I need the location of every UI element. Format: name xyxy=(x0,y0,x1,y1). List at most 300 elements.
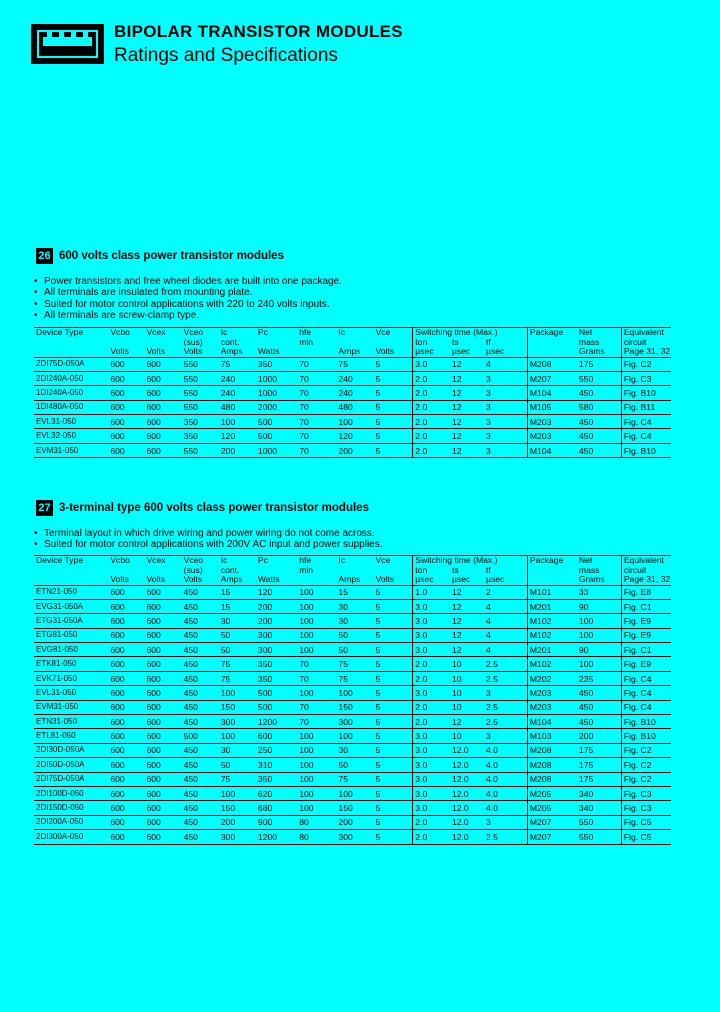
table-cell: 480 xyxy=(336,400,373,414)
table-cell: 50 xyxy=(219,628,256,642)
bullet-item: • All terminals are insulated from mounting plate. xyxy=(34,287,342,298)
column-header-line: Vceo xyxy=(183,327,204,337)
device-type-cell: 2DI240A-050 xyxy=(34,371,108,385)
table-cell: 600 xyxy=(144,700,181,714)
table-cell: 600 xyxy=(144,599,181,613)
table-cell: 5 xyxy=(374,371,413,385)
column-header-line: min xyxy=(299,336,314,347)
table-cell: 480 xyxy=(219,400,256,414)
table-cell: Fig. C3 xyxy=(621,786,671,800)
table-cell: 450 xyxy=(182,585,219,599)
column-header-line: Vcex xyxy=(146,555,166,565)
column-header-line: (sus) xyxy=(183,564,203,575)
column-header-line: Volts xyxy=(183,346,203,356)
table-cell: 340 xyxy=(577,786,621,800)
column-header-line: Pc xyxy=(257,555,268,565)
column-header-line: Page 31, 32 xyxy=(623,346,671,356)
column-header-line: Package xyxy=(529,327,564,337)
table-cell: Fig. C4 xyxy=(621,429,671,443)
column-header xyxy=(182,328,219,358)
table-cell: 500 xyxy=(182,729,219,743)
table-cell: 175 xyxy=(577,743,621,757)
table-cell: M207 xyxy=(527,830,577,844)
table-cell: 450 xyxy=(182,686,219,700)
table-cell: 450 xyxy=(182,772,219,786)
table-cell: 300 xyxy=(336,830,373,844)
table-cell: 550 xyxy=(182,371,219,385)
table-cell: 310 xyxy=(256,758,297,772)
table-cell: 3.0 xyxy=(413,643,450,657)
table-cell: 100 xyxy=(577,614,621,628)
table-cell: 90 xyxy=(577,643,621,657)
column-header xyxy=(621,556,671,586)
table-row xyxy=(34,743,671,757)
column-header-line: Vcbo xyxy=(110,555,130,565)
column-header-line xyxy=(530,566,577,576)
table-cell: Fig. C2 xyxy=(621,743,671,757)
table-cell: 450 xyxy=(182,743,219,757)
table-cell: 450 xyxy=(182,786,219,800)
table-cell: 100 xyxy=(297,801,336,815)
column-header-line: µsec xyxy=(486,346,505,356)
section-27-bullets xyxy=(34,528,383,551)
table-cell: 3.0 xyxy=(413,758,450,772)
column-header xyxy=(621,328,671,358)
table-cell: 450 xyxy=(182,758,219,772)
device-type-cell: 2DI100D-050 xyxy=(34,786,108,800)
table-cell: 4 xyxy=(484,599,527,613)
table-cell: Fig. E9 xyxy=(621,614,671,628)
table-cell: 5 xyxy=(374,700,413,714)
table-cell: Fig. C5 xyxy=(621,815,671,829)
table-cell: 450 xyxy=(182,715,219,729)
column-header-line: ton xyxy=(415,564,428,575)
bullet-item: • All terminals are screw-clamp type. xyxy=(34,310,342,321)
table-cell: 600 xyxy=(144,671,181,685)
table-cell: 3.0 xyxy=(413,786,450,800)
column-header-line: ts xyxy=(451,564,459,575)
table-cell: 600 xyxy=(144,729,181,743)
table-cell: 100 xyxy=(297,614,336,628)
table-cell: 1.0 xyxy=(413,585,450,599)
device-type-cell: EVM31-050 xyxy=(34,443,108,457)
table-cell: 2.0 xyxy=(413,415,450,429)
table-cell: 100 xyxy=(297,585,336,599)
table-cell: 600 xyxy=(108,643,144,657)
column-header-line: (sus) xyxy=(183,336,203,347)
table-cell: 200 xyxy=(219,815,256,829)
table-cell: 3.0 xyxy=(413,628,450,642)
table-cell: 600 xyxy=(108,614,144,628)
column-header-line: tf xyxy=(486,564,491,575)
device-type-cell: 1DI240A-050 xyxy=(34,386,108,400)
table-cell: 120 xyxy=(219,429,256,443)
table-cell: 600 xyxy=(108,743,144,757)
table-cell: Fig. E9 xyxy=(621,628,671,642)
table-cell: 300 xyxy=(219,830,256,844)
table-cell: 2.0 xyxy=(413,386,450,400)
table-cell: 5 xyxy=(374,715,413,729)
table-cell: 5 xyxy=(374,643,413,657)
table-cell: 1000 xyxy=(256,443,297,457)
table-cell: 5 xyxy=(374,815,413,829)
table-cell: M207 xyxy=(527,371,577,385)
table-cell: Fig. E9 xyxy=(621,657,671,671)
section-number-badge: 26 xyxy=(36,248,53,264)
table-row xyxy=(34,599,671,613)
table-cell: 12 xyxy=(450,614,484,628)
column-header xyxy=(219,556,256,586)
column-header-line xyxy=(36,566,108,576)
table-cell: 2.5 xyxy=(484,657,527,671)
column-header-line: Ic xyxy=(220,327,228,337)
table-cell: 175 xyxy=(577,772,621,786)
table-cell: 5 xyxy=(374,429,413,443)
table-cell: 350 xyxy=(256,671,297,685)
table-cell: 12.0 xyxy=(450,758,484,772)
column-header-line: Switching time (Max.) xyxy=(415,555,498,565)
column-header-line: µsec xyxy=(415,574,434,584)
column-header-line xyxy=(299,575,336,585)
column-header xyxy=(108,328,144,358)
table-cell: 5 xyxy=(374,443,413,457)
column-header-line: circuit xyxy=(623,564,647,575)
column-header xyxy=(34,328,108,358)
table-cell: 450 xyxy=(182,801,219,815)
table-row xyxy=(34,772,671,786)
table-cell: 5 xyxy=(374,599,413,613)
table-cell: 550 xyxy=(577,815,621,829)
table-cell: 600 xyxy=(144,786,181,800)
table-cell: 600 xyxy=(144,415,181,429)
table-cell: 450 xyxy=(182,643,219,657)
table-row xyxy=(34,686,671,700)
table-cell: 4.0 xyxy=(484,758,527,772)
column-header-line: Grams xyxy=(578,574,605,584)
table-row xyxy=(34,443,671,457)
table-cell: 4.0 xyxy=(484,801,527,815)
table-cell: 600 xyxy=(144,686,181,700)
table-cell: M104 xyxy=(527,715,577,729)
table-cell: 600 xyxy=(108,400,144,414)
table-cell: 100 xyxy=(336,415,373,429)
table-cell: 80 xyxy=(297,830,336,844)
table-cell: M201 xyxy=(527,599,577,613)
table-cell: 200 xyxy=(219,443,256,457)
device-type-cell: 2DI75D-050A xyxy=(34,357,108,371)
table-cell: 200 xyxy=(256,614,297,628)
table-cell: 4.0 xyxy=(484,743,527,757)
column-header xyxy=(144,556,181,586)
table-cell: 15 xyxy=(219,599,256,613)
table-cell: 500 xyxy=(256,700,297,714)
table-cell: 3 xyxy=(484,400,527,414)
table-cell: 600 xyxy=(108,830,144,844)
table-cell: 500 xyxy=(256,415,297,429)
table-cell: 600 xyxy=(144,429,181,443)
table-cell: 2.0 xyxy=(413,700,450,714)
table-row xyxy=(34,700,671,714)
table-cell: 120 xyxy=(256,585,297,599)
column-header-line: Net xyxy=(578,555,593,565)
table-cell: 4 xyxy=(484,614,527,628)
table-cell: 350 xyxy=(182,415,219,429)
column-header-line: Vcbo xyxy=(110,327,130,337)
column-header-line: ton xyxy=(415,336,428,347)
table-cell: 5 xyxy=(374,415,413,429)
table-cell: Fig. C1 xyxy=(621,599,671,613)
table-cell: 5 xyxy=(374,671,413,685)
column-header-line: cont. xyxy=(220,564,240,575)
table-cell: Fig. C4 xyxy=(621,686,671,700)
table-cell: 450 xyxy=(182,700,219,714)
table-cell: 450 xyxy=(577,429,621,443)
table-cell: 150 xyxy=(336,700,373,714)
column-header-line: Ic xyxy=(338,555,346,565)
table-cell: 2.0 xyxy=(413,443,450,457)
table-cell: 75 xyxy=(219,357,256,371)
table-cell: 175 xyxy=(577,758,621,772)
table-cell: 3 xyxy=(484,371,527,385)
table-cell: 120 xyxy=(336,429,373,443)
column-header-line: Volts xyxy=(375,574,395,584)
table-cell: M208 xyxy=(527,743,577,757)
column-header-line: µsec xyxy=(451,346,471,356)
module-logo xyxy=(31,24,104,64)
column-header-line xyxy=(299,347,336,357)
column-header-line: Vce xyxy=(375,327,391,337)
table-cell: 80 xyxy=(297,815,336,829)
table-cell: 3 xyxy=(484,443,527,457)
table-cell: 450 xyxy=(182,830,219,844)
table-cell: 2.5 xyxy=(484,700,527,714)
table-cell: 600 xyxy=(144,743,181,757)
column-header-line: Grams xyxy=(578,346,605,356)
table-row xyxy=(34,830,671,844)
table-cell: 70 xyxy=(297,371,336,385)
column-header-line: µsec xyxy=(451,574,471,584)
column-header-line: Net xyxy=(578,327,593,337)
table-cell: M101 xyxy=(527,585,577,599)
table-cell: 600 xyxy=(108,758,144,772)
table-cell: 600 xyxy=(144,386,181,400)
column-header-line: Volts xyxy=(183,574,203,584)
table-cell: Fig. C3 xyxy=(621,801,671,815)
table-cell: 600 xyxy=(144,628,181,642)
table-row xyxy=(34,815,671,829)
table-row xyxy=(34,643,671,657)
device-type-cell: 1DI480A-050 xyxy=(34,400,108,414)
table-cell: 12 xyxy=(450,599,484,613)
table-row xyxy=(34,729,671,743)
table-cell: 240 xyxy=(219,371,256,385)
column-header-line: Vcex xyxy=(146,327,166,337)
table-cell: 600 xyxy=(144,715,181,729)
table-cell: M208 xyxy=(527,772,577,786)
column-header-line: Volts xyxy=(375,346,395,356)
table-cell: 600 xyxy=(108,371,144,385)
table-cell: 75 xyxy=(219,657,256,671)
table-cell: 100 xyxy=(219,686,256,700)
column-header xyxy=(374,328,413,358)
section-title: 3-terminal type 600 volts class power transistor modules xyxy=(59,502,369,514)
table-cell: 12.0 xyxy=(450,772,484,786)
table-row xyxy=(34,415,671,429)
table-cell: M102 xyxy=(527,628,577,642)
device-type-cell: 2DI300A-050 xyxy=(34,830,108,844)
table-cell: 30 xyxy=(219,743,256,757)
table-row xyxy=(34,715,671,729)
table-row xyxy=(34,657,671,671)
table-cell: 12 xyxy=(450,386,484,400)
column-header-line: circuit xyxy=(623,336,647,347)
table-cell: 70 xyxy=(297,715,336,729)
table-cell: Fig. C2 xyxy=(621,758,671,772)
table-cell: 12.0 xyxy=(450,815,484,829)
section-26-header xyxy=(36,248,284,264)
column-header-line: tf xyxy=(486,336,491,347)
table-row xyxy=(34,628,671,642)
table-cell: 12.0 xyxy=(450,786,484,800)
table-cell: 600 xyxy=(108,700,144,714)
device-type-cell: 2DI30D-050A xyxy=(34,743,108,757)
table-cell: 75 xyxy=(336,772,373,786)
page-subtitle: Ratings and Specifications xyxy=(114,45,338,66)
table-cell: 175 xyxy=(577,357,621,371)
column-header-line: ts xyxy=(451,336,459,347)
column-header-line: Equivalent xyxy=(623,327,664,337)
table-row xyxy=(34,671,671,685)
table-row xyxy=(34,429,671,443)
table-cell: 600 xyxy=(256,729,297,743)
table-cell: 350 xyxy=(182,429,219,443)
table-cell: Fig. C4 xyxy=(621,415,671,429)
table-cell: 10 xyxy=(450,700,484,714)
table-cell: 3 xyxy=(484,729,527,743)
table-cell: Fig. C2 xyxy=(621,772,671,786)
table-cell: 12 xyxy=(450,585,484,599)
table-cell: 2 xyxy=(484,585,527,599)
table-cell: 3.0 xyxy=(413,599,450,613)
column-header-line: µsec xyxy=(415,346,434,356)
table-row xyxy=(34,386,671,400)
table-cell: 1000 xyxy=(256,386,297,400)
table-cell: 12 xyxy=(450,400,484,414)
table-cell: 300 xyxy=(219,715,256,729)
device-type-cell: EVK71-050 xyxy=(34,671,108,685)
table-cell: 600 xyxy=(108,815,144,829)
table-cell: 100 xyxy=(297,758,336,772)
column-header-line: mass xyxy=(578,564,600,575)
column-header-line: Volts xyxy=(146,574,166,584)
table-cell: 3 xyxy=(484,686,527,700)
table-cell: 30 xyxy=(336,599,373,613)
table-cell: M102 xyxy=(527,614,577,628)
table-cell: 150 xyxy=(219,700,256,714)
table-cell: 50 xyxy=(336,628,373,642)
table-cell: 580 xyxy=(577,400,621,414)
table-cell: M203 xyxy=(527,415,577,429)
column-header-line: Switching time (Max.) xyxy=(415,327,498,337)
table-cell: 75 xyxy=(336,657,373,671)
table-cell: 100 xyxy=(577,657,621,671)
table-cell: 2.0 xyxy=(413,715,450,729)
table-cell: M104 xyxy=(527,443,577,457)
table-cell: 550 xyxy=(577,371,621,385)
bullet-item: • Terminal layout in which drive wiring and power wiring do not come across. xyxy=(34,528,383,539)
table-cell: 450 xyxy=(577,443,621,457)
table-cell: 600 xyxy=(144,400,181,414)
table-cell: 4 xyxy=(484,628,527,642)
column-header xyxy=(256,328,297,358)
table-cell: 500 xyxy=(256,429,297,443)
table-cell: 450 xyxy=(182,599,219,613)
device-type-cell: EVG81-050 xyxy=(34,643,108,657)
bullet-item: • Power transistors and free wheel diodes are built into one package. xyxy=(34,276,342,287)
table-cell: 100 xyxy=(297,686,336,700)
device-type-cell: 2DI200A-050 xyxy=(34,815,108,829)
table-cell: 5 xyxy=(374,400,413,414)
table-cell: 2.0 xyxy=(413,830,450,844)
table-cell: 350 xyxy=(256,772,297,786)
table-cell: 240 xyxy=(336,371,373,385)
column-header-line xyxy=(530,347,577,357)
table-cell: 600 xyxy=(108,443,144,457)
table-header-row xyxy=(34,556,671,586)
table-cell: 100 xyxy=(297,772,336,786)
device-type-cell: ETN31-050 xyxy=(34,715,108,729)
table-cell: 200 xyxy=(577,729,621,743)
table-cell: 620 xyxy=(256,786,297,800)
table-cell: 600 xyxy=(108,357,144,371)
device-type-cell: 2DI75D-050A xyxy=(34,772,108,786)
column-header xyxy=(577,556,621,586)
table-cell: M207 xyxy=(527,815,577,829)
table-cell: 550 xyxy=(182,400,219,414)
table-cell: 12 xyxy=(450,429,484,443)
table-cell: 10 xyxy=(450,729,484,743)
table-cell: 350 xyxy=(256,357,297,371)
column-header-line: Page 31, 32 xyxy=(623,574,671,584)
table-cell: 600 xyxy=(144,830,181,844)
column-header xyxy=(527,556,577,586)
table-cell: 2.5 xyxy=(484,671,527,685)
column-header xyxy=(336,556,373,586)
device-type-cell: ETL81-050 xyxy=(34,729,108,743)
table-cell: 600 xyxy=(144,585,181,599)
table-cell: 5 xyxy=(374,772,413,786)
table-cell: 450 xyxy=(182,815,219,829)
table-cell: 100 xyxy=(297,643,336,657)
table-cell: 100 xyxy=(219,729,256,743)
table-cell: M203 xyxy=(527,686,577,700)
table-cell: 600 xyxy=(108,585,144,599)
table-cell: 2.0 xyxy=(413,429,450,443)
table-cell: M102 xyxy=(527,657,577,671)
column-header-line: Package xyxy=(529,555,564,565)
device-type-cell: EVL31-050 xyxy=(34,415,108,429)
table-cell: 100 xyxy=(297,743,336,757)
table-cell: 450 xyxy=(577,386,621,400)
column-header-line: Amps xyxy=(220,574,243,584)
table-cell: 450 xyxy=(577,686,621,700)
column-header xyxy=(256,556,297,586)
table-cell: 450 xyxy=(182,628,219,642)
column-header-line: Volts xyxy=(110,574,129,584)
table-cell: 500 xyxy=(256,686,297,700)
table-cell: 450 xyxy=(577,700,621,714)
table-cell: 450 xyxy=(577,415,621,429)
